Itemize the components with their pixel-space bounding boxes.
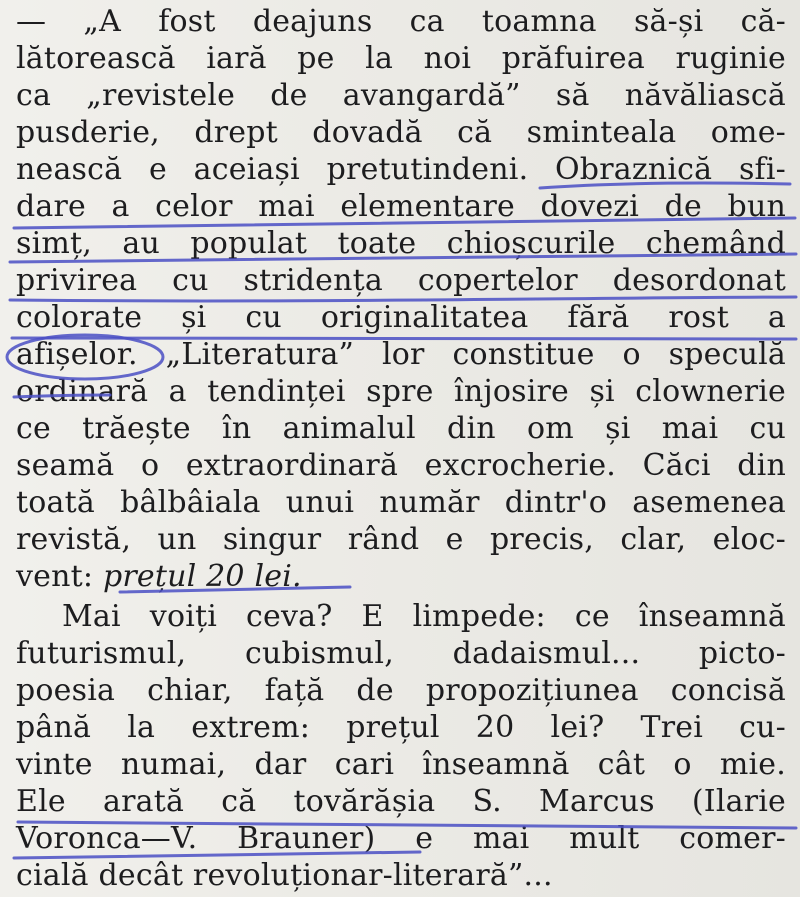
text-line: vinte numai, dar cari înseamnă cât o mie. <box>16 747 786 782</box>
text-line: până la extrem: prețul 20 lei? Trei cu- <box>16 710 786 745</box>
text-line: privirea cu stridența copertelor desordonat <box>16 263 786 298</box>
text-line: ordinară a tendinței spre înjosire și clownerie <box>16 374 786 409</box>
text-line: seamă o extraordinară excrocherie. Căci din <box>16 448 786 483</box>
text-line: dare a celor mai elementare dovezi de bun <box>16 189 786 224</box>
text-line: revistă, un singur rând e precis, clar, eloc- <box>16 522 786 557</box>
text-line: toată bâlbâiala unui număr dintr'o asemenea <box>16 485 786 520</box>
text-line: futurismul, cubismul, dadaismul... picto- <box>16 636 786 671</box>
text-line: afișelor. „Literatura” lor constitue o speculă <box>16 337 786 372</box>
price-phrase: prețul 20 lei. <box>102 559 302 594</box>
text-line: cială decât revoluționar-literară”... <box>16 858 553 893</box>
text-line: ce trăește în animalul din om și mai cu <box>16 411 786 446</box>
text-line <box>16 559 786 595</box>
text-line: pusderie, drept dovadă că sminteala ome- <box>16 115 786 150</box>
text-line: simț, au populat toate chioșcurile chemând <box>16 226 786 261</box>
text-line-start: vent: <box>16 559 103 594</box>
text-line: Ele arată că tovărășia S. Marcus (Ilarie <box>16 784 786 819</box>
text-line: — „A fost deajuns ca toamna să-și că- <box>16 4 786 39</box>
text-line: Mai voiți ceva? E limpede: ce înseamnă <box>62 599 786 634</box>
text-line: nească e aceiași pretutindeni. Obraznică sfi- <box>16 152 786 187</box>
text-line: Voronca—V. Brauner) e mai mult comer- <box>16 821 786 856</box>
text-line: lătorească iară pe la noi prăfuirea ruginie <box>16 41 786 76</box>
text-line: poesia chiar, față de propozițiunea concisă <box>16 673 786 708</box>
text-line: colorate și cu originalitatea fără rost a <box>16 300 786 335</box>
text-line: ca „revistele de avangardă” să năvăliască <box>16 78 786 113</box>
